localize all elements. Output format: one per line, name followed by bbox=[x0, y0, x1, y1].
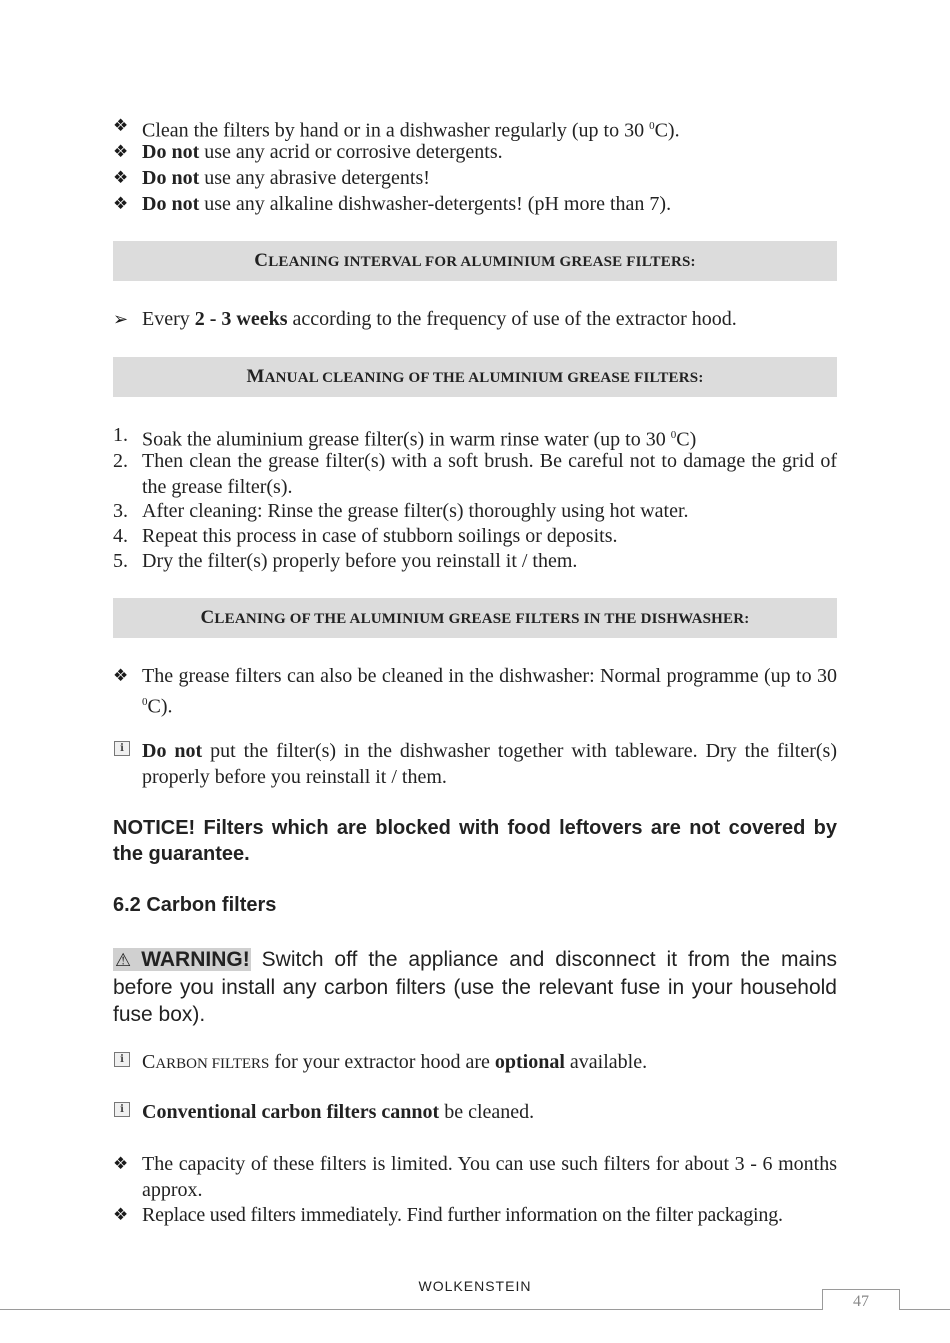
list-item: ❖ Do not use any abrasive detergents! bbox=[113, 167, 430, 189]
notice-text: NOTICE! Filters which are blocked with food leftovers are not covered by the guarantee. bbox=[113, 817, 837, 865]
diamond-bullet-icon: ❖ bbox=[113, 142, 129, 161]
numbered-step: 3. After cleaning: Rinse the grease filter(s) thoroughly using hot water. bbox=[113, 500, 689, 522]
info-icon: i bbox=[114, 1052, 130, 1067]
numbered-step: 1. Soak the aluminium grease filter(s) in warm rinse water (up to 30 $^0$C) bbox=[113, 424, 697, 451]
numbered-step: 5. Dry the filter(s) properly before you reinstall it / them. bbox=[113, 550, 578, 572]
section-header-manual: MANUAL CLEANING OF THE ALUMINIUM GREASE FILTERS: bbox=[113, 357, 837, 397]
numbered-step: 2. Then clean the grease filter(s) with a soft brush. Be careful not to damage the grid of the grease filter(s). bbox=[113, 450, 837, 498]
list-item: ❖ Replace used filters immediately. Find further information on the filter packaging. bbox=[113, 1204, 783, 1226]
list-item: ❖ Do not use any acrid or corrosive detergents. bbox=[113, 141, 503, 163]
arrow-bullet-icon: ➢ bbox=[113, 309, 129, 329]
info-icon: i bbox=[114, 1102, 130, 1117]
diamond-bullet-icon: ❖ bbox=[113, 116, 129, 135]
footer-divider bbox=[0, 1309, 950, 1310]
section-header-interval: CLEANING INTERVAL FOR ALUMINIUM GREASE FILTERS: bbox=[113, 241, 837, 281]
warning-triangle-icon: ⚠ bbox=[115, 950, 137, 970]
info-note: i CARBON FILTERS for your extractor hood are optional available. bbox=[113, 1049, 837, 1077]
diamond-bullet-icon: ❖ bbox=[113, 1205, 129, 1224]
diamond-bullet-icon: ❖ bbox=[113, 194, 129, 213]
list-item: ❖ The capacity of these filters is limited. You can use such filters for about 3 - 6 months approx. bbox=[113, 1153, 837, 1201]
section-heading: 6.2 Carbon filters bbox=[113, 894, 277, 916]
warning-label: ⚠ WARNING! bbox=[115, 948, 250, 971]
diamond-bullet-icon: ❖ bbox=[113, 168, 129, 187]
page-number: 47 bbox=[822, 1289, 900, 1310]
diamond-bullet-icon: ❖ bbox=[113, 1154, 129, 1173]
brand-logo: WOLKENSTEIN bbox=[418, 1278, 532, 1294]
info-note: i Conventional carbon filters cannot be cleaned. bbox=[113, 1099, 837, 1125]
warning-block: ⚠ WARNING! Switch off the appliance and disconnect it from the mains before you install any carbon filters (use the relevant fuse in your household fuse box). bbox=[113, 948, 837, 1026]
info-note: i Do not put the filter(s) in the dishwasher together with tableware. Dry the filter(s) properly before you reinstall it / them. bbox=[113, 738, 837, 790]
list-item: ❖ Clean the filters by hand or in a dishwasher regularly (up to 30 $^0$C). bbox=[113, 113, 837, 144]
list-item: ➢ Every 2 - 3 weeks according to the frequency of use of the extractor hood. bbox=[113, 308, 737, 330]
list-item: ❖ Do not use any alkaline dishwasher-detergents! (pH more than 7). bbox=[113, 193, 672, 215]
info-icon: i bbox=[114, 741, 130, 756]
numbered-step: 4. Repeat this process in case of stubborn soilings or deposits. bbox=[113, 525, 618, 547]
diamond-bullet-icon: ❖ bbox=[113, 666, 129, 685]
list-item: ❖ The grease filters can also be cleaned in the dishwasher: Normal programme (up to 30 $^0$C). bbox=[113, 665, 837, 718]
section-header-dishwasher: CLEANING OF THE ALUMINIUM GREASE FILTERS IN THE DISHWASHER: bbox=[113, 598, 837, 638]
